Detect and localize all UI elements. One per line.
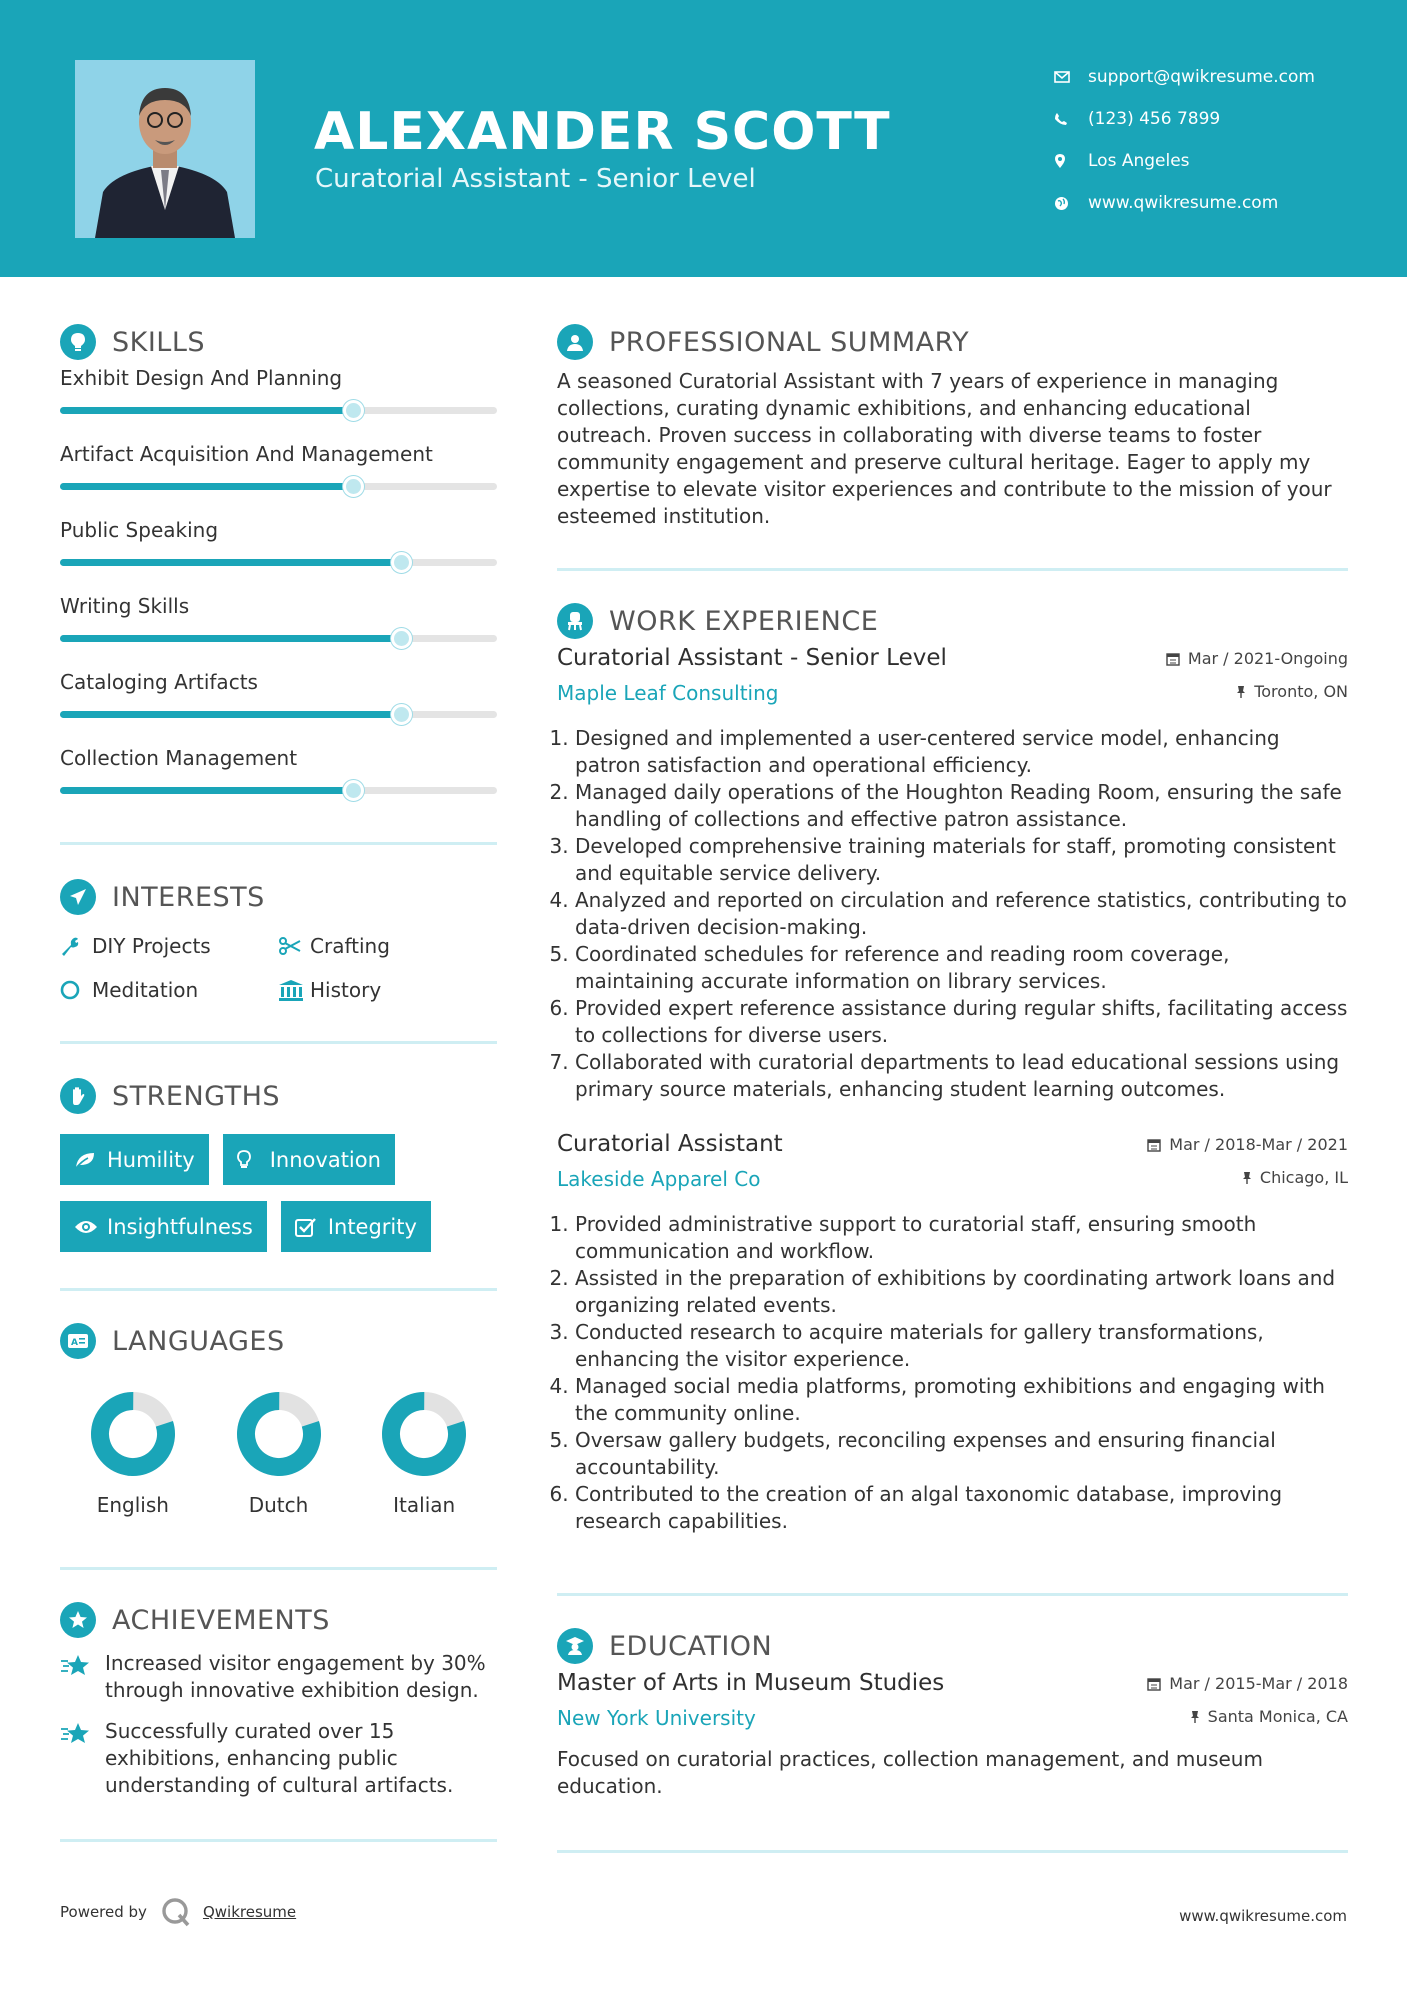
leaf-icon [74, 1151, 107, 1169]
graduate-icon [557, 1628, 593, 1664]
strength-label: Integrity [327, 1214, 417, 1239]
strength-tag [60, 1134, 209, 1185]
summary-title: PROFESSIONAL SUMMARY [609, 326, 970, 358]
wrench-icon [60, 936, 92, 956]
duty-item: 3. Developed comprehensive training materials for staff, promoting consistent and equitable service delivery. [575, 833, 1348, 887]
summary-section [557, 320, 1348, 530]
skill-bar-knob [343, 476, 364, 497]
pushpin-icon [1190, 1710, 1200, 1724]
section-divider [557, 1593, 1348, 1596]
summary-heading [557, 320, 1348, 364]
skill-bar-knob [391, 552, 412, 573]
calendar-icon [1147, 1677, 1161, 1691]
language-donut [236, 1391, 322, 1477]
job-date-text: Mar / 2021-Ongoing [1187, 649, 1348, 668]
experience-heading [557, 599, 1348, 643]
skill-bar-knob [343, 780, 364, 801]
language-label: Italian [393, 1493, 456, 1517]
duty-item: 3. Conducted research to acquire materials for gallery transformations, enhancing the visitor experience. [575, 1319, 1348, 1373]
education-description: Focused on curatorial practices, collection management, and museum education. [557, 1747, 1263, 1798]
lightbulb-icon [237, 1150, 270, 1170]
skill-bar [60, 711, 497, 718]
education-date-text: Mar / 2015-Mar / 2018 [1169, 1674, 1348, 1693]
skill-label: Cataloging Artifacts [60, 670, 258, 694]
achievements-heading [60, 1598, 497, 1642]
languages-list [60, 1391, 497, 1517]
achievements-section [60, 1598, 497, 1799]
candidate-name: ALEXANDER SCOTT [314, 102, 891, 162]
education-title: EDUCATION [609, 1630, 773, 1662]
skill-label: Writing Skills [60, 594, 190, 618]
job-location [1242, 1168, 1348, 1187]
map-pin-icon [1054, 153, 1088, 169]
strengths-section [60, 1074, 497, 1252]
skill-bar [60, 635, 497, 642]
summary-text: A seasoned Curatorial Assistant with 7 years of experience in managing collections, curating dynamic exhibitions, and enhancing educational outreach. Proven success in collaborating with diverse teams to foster community engagement and preserve cultural heritage. Eager to apply my expertise to elevate visitor experiences and contribute to the mission of your esteemed institution. [557, 369, 1332, 528]
duty-item: 2. Assisted in the preparation of exhibitions by coordinating artwork loans and organizing related events. [575, 1265, 1348, 1319]
lightbulb-icon [60, 324, 96, 360]
strength-label: Innovation [269, 1147, 381, 1172]
eye-icon [74, 1219, 107, 1235]
job-duties [557, 1211, 1348, 1535]
achievement-text: Successfully curated over 15 exhibitions, enhancing public understanding of cultural artifacts. [105, 1719, 454, 1797]
section-divider [60, 1839, 497, 1842]
duty-item: 5. Oversaw gallery budgets, reconciling expenses and ensuring financial accountability. [575, 1427, 1348, 1481]
hand-icon [60, 1078, 96, 1114]
star-badge-icon [60, 1602, 96, 1638]
job-title: Curatorial Assistant - Senior Level [557, 645, 947, 671]
powered-by-text: Powered by [60, 1903, 147, 1921]
job-location [1236, 682, 1348, 701]
skill-item [60, 364, 497, 440]
candidate-title: Curatorial Assistant - Senior Level [315, 164, 756, 194]
duty-item: 4. Managed social media platforms, promoting exhibitions and engaging with the community online. [575, 1373, 1348, 1427]
job-company[interactable]: Lakeside Apparel Co [557, 1167, 761, 1191]
strength-label: Humility [107, 1147, 195, 1172]
duty-item: 2. Managed daily operations of the Houghton Reading Room, ensuring the safe handling of collections and effective patron assistance. [575, 779, 1348, 833]
duty-item: 1. Provided administrative support to curatorial staff, ensuring smooth communication and workflow. [575, 1211, 1348, 1265]
contact-phone-text: (123) 456 7899 [1088, 109, 1221, 129]
contact-email[interactable] [1054, 56, 1315, 98]
interests-title: INTERESTS [112, 881, 265, 913]
contact-list [1054, 56, 1315, 224]
calendar-icon [1147, 1138, 1161, 1152]
skill-bar [60, 787, 497, 794]
strength-label: Insightfulness [107, 1214, 253, 1239]
language-donut [90, 1391, 176, 1477]
interest-item [278, 929, 497, 963]
check-square-icon [295, 1217, 328, 1237]
phone-icon [1054, 112, 1088, 126]
interests-list [60, 929, 497, 1007]
duty-item: 7. Collaborated with curatorial departments to lead educational sessions using primary source materials, enhancing student learning outcomes. [575, 1049, 1348, 1103]
skill-bar-fill [60, 711, 401, 718]
job-title: Curatorial Assistant [557, 1131, 783, 1157]
languages-title: LANGUAGES [112, 1325, 285, 1357]
interest-label: History [310, 978, 382, 1002]
education-date [1147, 1674, 1348, 1693]
circle-icon [60, 980, 92, 1000]
skill-bar-fill [60, 483, 353, 490]
language-item [351, 1391, 497, 1517]
job-header [557, 1131, 1348, 1201]
education-header [557, 1670, 1348, 1740]
envelope-icon [1054, 71, 1088, 83]
pushpin-icon [1236, 685, 1246, 699]
strengths-title: STRENGTHS [112, 1080, 281, 1112]
skill-bar-knob [391, 704, 412, 725]
qwikresume-logo-icon [161, 1897, 191, 1927]
scissors-icon [278, 937, 310, 955]
section-divider [60, 1041, 497, 1044]
strength-tag [60, 1201, 267, 1252]
skill-bar-knob [343, 400, 364, 421]
interest-label: DIY Projects [92, 934, 211, 958]
footer-url[interactable]: www.qwikresume.com [1179, 1907, 1347, 1925]
education-location [1190, 1707, 1348, 1726]
skills-heading [60, 320, 497, 364]
svg-text:A: A [71, 1338, 78, 1348]
skill-label: Artifact Acquisition And Management [60, 442, 433, 466]
achievement-item [60, 1718, 497, 1799]
job-location-text: Chicago, IL [1259, 1168, 1348, 1187]
contact-location-text: Los Angeles [1088, 151, 1190, 171]
achievement-text: Increased visitor engagement by 30% through innovative exhibition design. [105, 1651, 486, 1702]
interest-item [278, 973, 497, 1007]
interest-label: Crafting [310, 934, 390, 958]
strength-tag [223, 1134, 395, 1185]
language-donut [381, 1391, 467, 1477]
section-divider [60, 1288, 497, 1291]
language-icon [60, 1323, 96, 1359]
star-icon [60, 1718, 105, 1799]
languages-section [60, 1319, 497, 1517]
education-location-text: Santa Monica, CA [1207, 1707, 1348, 1726]
skills-title: SKILLS [112, 326, 206, 358]
job-date [1166, 649, 1348, 668]
language-item [206, 1391, 352, 1517]
language-label: Dutch [248, 1493, 309, 1517]
skill-bar-fill [60, 407, 353, 414]
user-icon [557, 324, 593, 360]
experience-title: WORK EXPERIENCE [609, 605, 879, 637]
skills-section [60, 320, 497, 820]
interest-label: Meditation [92, 978, 199, 1002]
duty-item: 4. Analyzed and reported on circulation and reference statistics, contributing to data-driven decision-making. [575, 887, 1348, 941]
language-label: English [96, 1493, 169, 1517]
duty-item: 6. Contributed to the creation of an algal taxonomic database, improving research capabilities. [575, 1481, 1348, 1535]
languages-heading [60, 1319, 497, 1363]
interest-item [60, 929, 278, 963]
contact-website-text: www.qwikresume.com [1088, 193, 1279, 213]
skill-label: Public Speaking [60, 518, 219, 542]
skill-bar-fill [60, 787, 353, 794]
interests-heading [60, 875, 497, 919]
calendar-icon [1166, 652, 1180, 666]
contact-email-text: support@qwikresume.com [1088, 67, 1315, 87]
education-section [557, 1624, 1348, 1800]
duty-item: 1. Designed and implemented a user-centered service model, enhancing patron satisfaction and operational efficiency. [575, 725, 1348, 779]
education-heading [557, 1624, 1348, 1668]
skill-bar [60, 559, 497, 566]
resume-header [0, 0, 1407, 277]
skill-item [60, 592, 497, 668]
skill-item [60, 516, 497, 592]
strength-tag [281, 1201, 431, 1252]
section-divider [60, 1567, 497, 1570]
skill-item [60, 668, 497, 744]
paper-plane-icon [60, 879, 96, 915]
skill-bar-fill [60, 559, 401, 566]
skill-label: Collection Management [60, 746, 298, 770]
strengths-list [60, 1134, 497, 1252]
experience-section [557, 599, 1348, 1535]
skill-item [60, 440, 497, 516]
achievements-title: ACHIEVEMENTS [112, 1604, 330, 1636]
contact-location [1054, 140, 1315, 182]
job-entry [557, 1131, 1348, 1535]
section-divider [60, 842, 497, 845]
brand-link[interactable]: Qwikresume [202, 1903, 297, 1921]
section-divider [557, 1850, 1348, 1853]
achievement-item [60, 1650, 497, 1704]
strengths-heading [60, 1074, 497, 1118]
duty-item: 6. Provided expert reference assistance during regular shifts, facilitating access to collections for diverse users. [575, 995, 1348, 1049]
job-header [557, 645, 1348, 715]
job-date-text: Mar / 2018-Mar / 2021 [1169, 1135, 1348, 1154]
job-date [1147, 1135, 1348, 1154]
profile-photo [75, 60, 255, 238]
institution-icon [278, 979, 310, 1001]
chair-icon [557, 603, 593, 639]
section-divider [557, 568, 1348, 571]
contact-phone[interactable] [1054, 98, 1315, 140]
job-entry [557, 645, 1348, 1103]
left-column [60, 320, 497, 1842]
job-duties [557, 725, 1348, 1103]
skill-bar [60, 483, 497, 490]
pushpin-icon [1242, 1171, 1252, 1185]
degree-title: Master of Arts in Museum Studies [557, 1670, 945, 1696]
job-location-text: Toronto, ON [1254, 682, 1348, 701]
skill-bar-fill [60, 635, 401, 642]
job-company[interactable]: Maple Leaf Consulting [557, 681, 779, 705]
globe-icon [1054, 196, 1088, 211]
contact-website[interactable] [1054, 182, 1315, 224]
right-column [557, 320, 1348, 1853]
school-name[interactable]: New York University [557, 1706, 756, 1730]
skill-bar-knob [391, 628, 412, 649]
interest-item [60, 973, 278, 1007]
skill-label: Exhibit Design And Planning [60, 366, 343, 390]
skill-item [60, 744, 497, 820]
duty-item: 5. Coordinated schedules for reference and reading room coverage, maintaining accurate information on library services. [575, 941, 1348, 995]
star-icon [60, 1650, 105, 1704]
skills-list [60, 364, 497, 820]
language-item [60, 1391, 206, 1517]
interests-section [60, 875, 497, 1007]
footer-powered-by [60, 1897, 296, 1927]
skill-bar [60, 407, 497, 414]
